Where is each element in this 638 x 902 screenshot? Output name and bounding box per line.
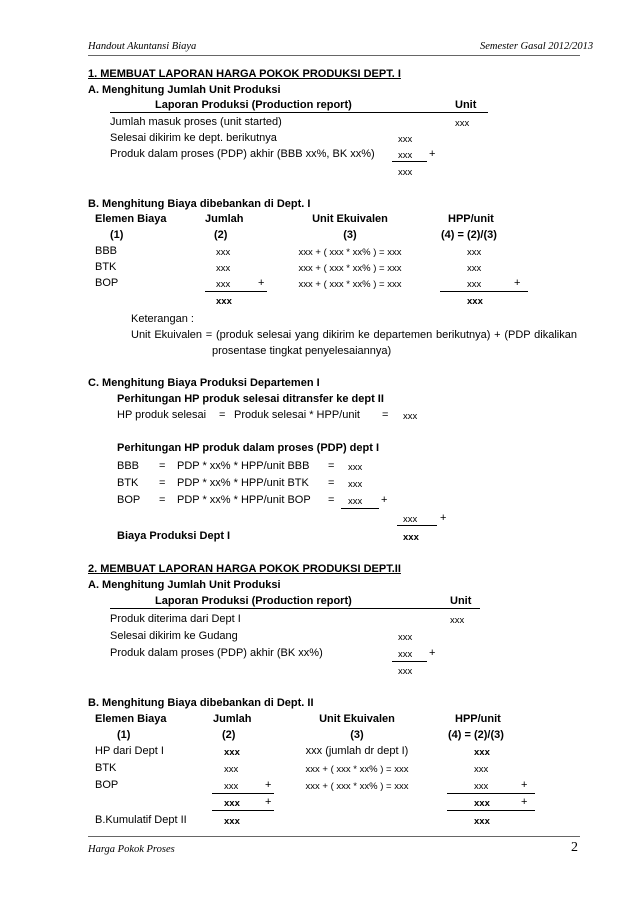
s1b-n3: (3) <box>343 229 357 241</box>
s1b-h-hpp: HPP/unit <box>448 213 494 225</box>
s1b-n2: (2) <box>214 229 228 241</box>
s2b-r1-jml: xxx <box>224 747 240 758</box>
s1b-r1-hpp: xxx <box>467 247 482 258</box>
footer-rule <box>88 836 580 837</box>
s2a-title: A. Menghitung Jumlah Unit Produksi <box>88 579 281 591</box>
s1a-report-title: Laporan Produksi (Production report) <box>155 99 352 111</box>
s2b-r1-ue: xxx (jumlah dr dept I) <box>305 745 409 757</box>
s1c-r2-el: BTK <box>117 477 139 489</box>
footer-left: Harga Pokok Proses <box>88 844 175 855</box>
s1c-hp-eq: = <box>219 409 226 421</box>
s1c-r3-eq: = <box>159 494 166 506</box>
s1c-r3-v: xxx <box>348 496 363 507</box>
s1b-r1-jml: xxx <box>216 247 231 258</box>
s1a-header-rule <box>110 112 488 113</box>
s2a-row-2-mid: xxx <box>398 632 413 643</box>
s1b-r2-hpp: xxx <box>467 263 482 274</box>
s2a-sum-rule <box>392 661 427 662</box>
s1a-row-1-unit: xxx <box>455 118 470 129</box>
s2b-r1-el: HP dari Dept I <box>95 745 164 757</box>
s1a-row-2-mid: xxx <box>398 134 413 145</box>
s2-title: 2. MEMBUAT LAPORAN HARGA POKOK PRODUKSI DEPT.II <box>88 563 401 575</box>
s1b-total-jml: xxx <box>216 296 232 307</box>
s1b-sum-rule-hpp <box>440 291 528 292</box>
s1b-r2-jml: xxx <box>216 263 231 274</box>
header-rule <box>88 55 580 56</box>
s2b-n3: (3) <box>350 729 364 741</box>
s1c-hp-label: HP produk selesai <box>117 409 207 421</box>
s1b-ket-line1: Unit Ekuivalen = (produk selesai yang dikirim ke departemen berikutnya) + (PDP dikalikan <box>131 329 577 341</box>
s2b-h-el: Elemen Biaya <box>95 713 167 725</box>
s2b-r3-plus1: + <box>265 779 272 791</box>
s1c-sub-plus: + <box>440 512 447 524</box>
s1c-r1-eq: = <box>159 460 166 472</box>
s1-title: 1. MEMBUAT LAPORAN HARGA POKOK PRODUKSI DEPT. I <box>88 68 401 80</box>
s1c-r1-v: xxx <box>348 462 363 473</box>
s1c-r3-eq2: = <box>328 494 335 506</box>
s1b-ket-line2: prosentase tingkat penyelesaiannya) <box>212 345 392 357</box>
s2a-row-3-plus: + <box>429 647 436 659</box>
s2a-row-1-label: Produk diterima dari Dept I <box>110 613 241 625</box>
s1c-sub-rule <box>341 508 379 509</box>
s1c-r2-eq2: = <box>328 477 335 489</box>
s1b-r2-el: BTK <box>95 261 117 273</box>
s2b-r2-el: BTK <box>95 762 117 774</box>
s1c-sub1: Perhitungan HP produk selesai ditransfer ke dept II <box>117 393 384 405</box>
s1b-n4: (4) = (2)/(3) <box>441 229 497 241</box>
s1c-biaya-val: xxx <box>403 532 419 543</box>
page-number: 2 <box>571 840 578 855</box>
s2a-row-3-mid: xxx <box>398 649 413 660</box>
s1b-h-jml: Jumlah <box>205 213 244 225</box>
s1b-r3-plus2: + <box>514 277 521 289</box>
s1b-h-ue: Unit Ekuivalen <box>312 213 388 225</box>
s2b-sub-plus2: + <box>521 796 528 808</box>
s1a-sum-rule <box>392 161 427 162</box>
s2a-row-1-unit: xxx <box>450 615 465 626</box>
s2a-report-title: Laporan Produksi (Production report) <box>155 595 352 607</box>
s2b-r3-el: BOP <box>95 779 119 791</box>
s2b-sub-hpp: xxx <box>474 798 490 809</box>
s2b-title: B. Menghitung Biaya dibebankan di Dept. II <box>88 697 314 709</box>
s2b-h-hpp: HPP/unit <box>455 713 501 725</box>
s1a-row-3-mid: xxx <box>398 150 413 161</box>
s1c-r1-el: BBB <box>117 460 140 472</box>
s2b-h-jml: Jumlah <box>213 713 252 725</box>
s1c-sub2: Perhitungan HP produk dalam proses (PDP) dept I <box>117 442 380 454</box>
s1c-title: C. Menghitung Biaya Produksi Departemen I <box>88 377 320 389</box>
s1b-r1-ue: xxx + ( xxx * xx% ) = xxx <box>298 247 402 258</box>
s1b-r1-el: BBB <box>95 245 118 257</box>
s1a-total: xxx <box>398 167 413 178</box>
s1c-r3-f: PDP * xx% * HPP/unit BOP <box>177 494 311 506</box>
s2b-n4: (4) = (2)/(3) <box>448 729 504 741</box>
s1a-row-3-plus: + <box>429 148 436 160</box>
s1b-ket-label: Keterangan : <box>131 313 194 325</box>
s1c-total-rule <box>397 525 437 526</box>
s1b-r3-jml: xxx <box>216 279 231 290</box>
s1c-r3-el: BOP <box>117 494 141 506</box>
s2b-r3-hpp: xxx <box>474 781 489 792</box>
s1a-title: A. Menghitung Jumlah Unit Produksi <box>88 84 281 96</box>
header-right: Semester Gasal 2012/2013 <box>480 41 594 52</box>
s2a-row-2-label: Selesai dikirim ke Gudang <box>110 630 238 642</box>
s1b-r2-ue: xxx + ( xxx * xx% ) = xxx <box>298 263 402 274</box>
s1b-n1: (1) <box>110 229 124 241</box>
s1c-r2-v: xxx <box>348 479 363 490</box>
s1a-row-3-label: Produk dalam proses (PDP) akhir (BBB xx%, BK xx%) <box>110 148 375 160</box>
header-left: Handout Akuntansi Biaya <box>88 41 197 52</box>
s1c-sub-total: xxx <box>403 514 418 525</box>
s2a-total: xxx <box>398 666 413 677</box>
s1b-h-el: Elemen Biaya <box>95 213 167 225</box>
s2b-sub-jml: xxx <box>224 798 240 809</box>
s2b-kum-rule-hpp <box>447 810 535 811</box>
s1a-row-2-label: Selesai dikirim ke dept. berikutnya <box>110 132 277 144</box>
s2b-sub-plus1: + <box>265 796 272 808</box>
s2b-r2-hpp: xxx <box>474 764 489 775</box>
s1c-biaya-label: Biaya Produksi Dept I <box>117 530 231 542</box>
s2b-r3-plus2: + <box>521 779 528 791</box>
s1c-hp-val: xxx <box>403 411 418 422</box>
s2b-r3-ue: xxx + ( xxx * xx% ) = xxx <box>305 781 409 792</box>
s2b-sum-rule-jml <box>212 793 274 794</box>
s1b-r3-hpp: xxx <box>467 279 482 290</box>
s2b-h-ue: Unit Ekuivalen <box>319 713 395 725</box>
s2b-kum-jml: xxx <box>224 816 240 827</box>
s1c-r2-eq: = <box>159 477 166 489</box>
s1c-r1-f: PDP * xx% * HPP/unit BBB <box>177 460 310 472</box>
s1b-title: B. Menghitung Biaya dibebankan di Dept. I <box>88 198 311 210</box>
s1c-r2-f: PDP * xx% * HPP/unit BTK <box>177 477 309 489</box>
s2b-r2-jml: xxx <box>224 764 239 775</box>
s2b-kum-label: B.Kumulatif Dept II <box>95 814 187 826</box>
s2b-sum-rule-hpp <box>447 793 535 794</box>
s1c-hp-eq2: = <box>382 409 389 421</box>
s1b-r3-ue: xxx + ( xxx * xx% ) = xxx <box>298 279 402 290</box>
s1c-hp-formula: Produk selesai * HPP/unit <box>234 409 360 421</box>
s1b-r3-plus1: + <box>258 277 265 289</box>
s2b-r3-jml: xxx <box>224 781 239 792</box>
s1a-row-1-label: Jumlah masuk proses (unit started) <box>110 116 282 128</box>
s1c-r3-plus: + <box>381 494 388 506</box>
s2b-n2: (2) <box>222 729 236 741</box>
s1a-unit-header: Unit <box>455 99 477 111</box>
s2b-kum-rule-jml <box>212 810 274 811</box>
s2b-kum-hpp: xxx <box>474 816 490 827</box>
s1c-r1-eq2: = <box>328 460 335 472</box>
s1b-sum-rule-jml <box>205 291 267 292</box>
s1b-total-hpp: xxx <box>467 296 483 307</box>
s1b-r3-el: BOP <box>95 277 119 289</box>
s2b-r2-ue: xxx + ( xxx * xx% ) = xxx <box>305 764 409 775</box>
s2b-n1: (1) <box>117 729 131 741</box>
s2b-r1-hpp: xxx <box>474 747 490 758</box>
s2a-unit-header: Unit <box>450 595 472 607</box>
s2a-header-rule <box>110 608 480 609</box>
s2a-row-3-label: Produk dalam proses (PDP) akhir (BK xx%) <box>110 647 323 659</box>
